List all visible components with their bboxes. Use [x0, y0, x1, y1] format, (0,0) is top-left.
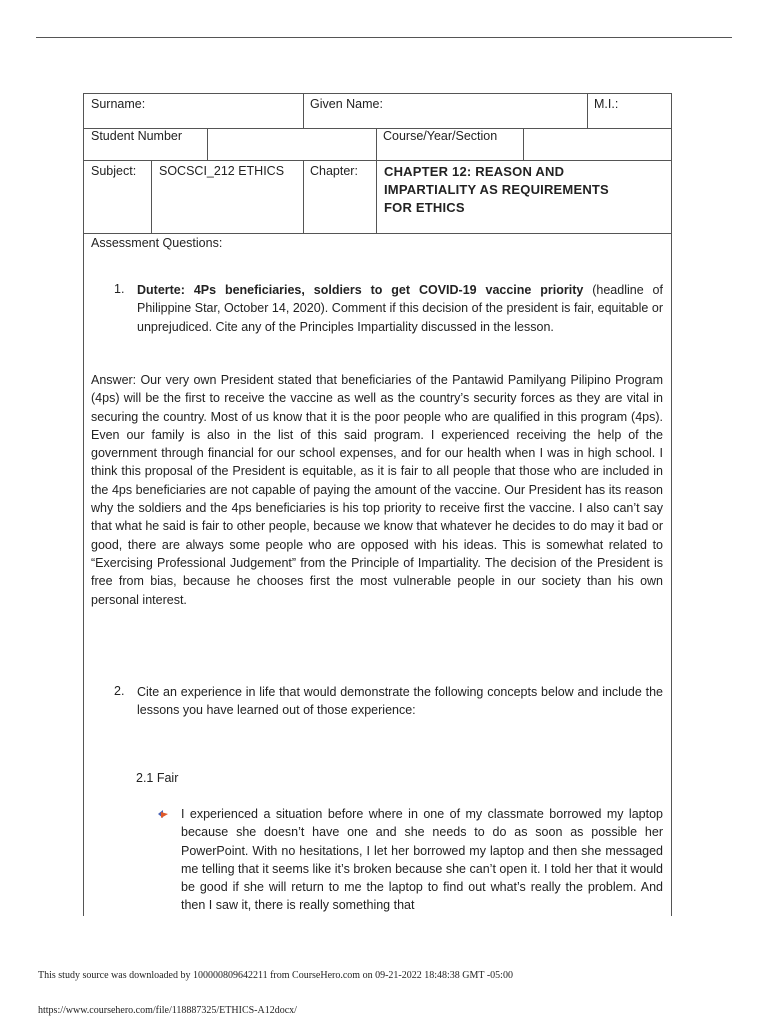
column-divider: [303, 160, 304, 233]
assessment-form: [83, 93, 672, 916]
subject-value: SOCSCI_212 ETHICS: [159, 164, 285, 178]
sub-heading-fair: 2.1 Fair: [136, 771, 179, 785]
chapter-label: Chapter:: [310, 164, 358, 178]
question-1-text: (headline of Philippine Star, October 14, 2020). Comment if this decision of the president is fair, equitable or unprejudiced. Cite any of the Principles Impartiality discussed in the lesson.: [137, 283, 663, 334]
student-number-label: Student Number: [91, 129, 183, 143]
column-divider: [587, 94, 588, 128]
question-1-headline: Duterte: 4Ps beneficiaries, soldiers to get COVID-19 vaccine priority: [137, 283, 584, 297]
question-1: [137, 281, 663, 336]
row-divider: [84, 160, 671, 161]
column-divider: [303, 94, 304, 128]
column-divider: [207, 128, 208, 160]
question-number: 1.: [114, 282, 125, 296]
source-url[interactable]: https://www.coursehero.com/file/118887325/ETHICS-A12docx/: [38, 1005, 297, 1016]
column-divider: [376, 160, 377, 233]
diamond-arrow-bullet-icon: [158, 809, 168, 819]
question-number: 2.: [114, 684, 125, 698]
middle-initial-label: M.I.:: [594, 97, 619, 111]
question-2: Cite an experience in life that would demonstrate the following concepts below and include the lessons you have learned out of those experience:: [137, 685, 663, 718]
course-year-section-label: Course/Year/Section: [383, 129, 498, 143]
column-divider: [376, 128, 377, 160]
download-source-note: This study source was downloaded by 100000809642211 from CourseHero.com on 09-21-2022 18:48:38 GMT -05:00: [38, 970, 513, 981]
chapter-value-line: FOR ETHICS: [384, 200, 465, 215]
fair-experience-text: I experienced a situation before where in one of my classmate borrowed my laptop because she doesn’t have one and she needs to do as soon as possible her PowerPoint. With no hesitations, I let her borrowed my laptop and then she messaged me telling that it seems like it’s broken because she can’t open it. I told her that it would be good if she will return to me the laptop to find out what’s really the problem. And then I saw it, there is really something that: [181, 807, 663, 913]
assessment-heading: Assessment Questions:: [91, 236, 223, 250]
column-divider: [151, 160, 152, 233]
row-divider: [84, 233, 671, 234]
surname-label: Surname:: [91, 97, 146, 111]
chapter-value-line: CHAPTER 12: REASON AND: [384, 164, 565, 179]
given-name-label: Given Name:: [310, 97, 383, 111]
chapter-value: [384, 163, 609, 217]
subject-label: Subject:: [91, 164, 137, 178]
column-divider: [523, 128, 524, 160]
top-rule: [36, 37, 732, 38]
chapter-value-line: IMPARTIALITY AS REQUIREMENTS: [384, 182, 609, 197]
answer-paragraph: Answer: Our very own President stated that beneficiaries of the Pantawid Pamilyang Pilipino Program (4ps) will be the first to receive the vaccine as well as the country’s security forces as they are vital in securing the country. Most of us know that it is the poor people who are qualified in this program (4ps). Even our family is also in the list of this said program. I experienced receiving the help of the government through financial for our school expenses, and for our health when I was in high school. I think this proposal of the President is equitable, as it is fair to all people that those who are included in the 4ps beneficiaries are not capable of paying the amount of the vaccine. Our President has its reason why the soldiers and the 4ps beneficiaries is his top priority to receive first the vaccine. I also can’t say that what he said is fair to other people, because we know that whatever he decides to do may it bad or good, there are always some people who are opposed with his ideas. This is somewhat related to “Exercising Professional Judgement” from the Principle of Impartiality. The decision of the President is free from bias, because he chooses first the most vulnerable people in our society than his own personal interest.: [91, 373, 663, 607]
